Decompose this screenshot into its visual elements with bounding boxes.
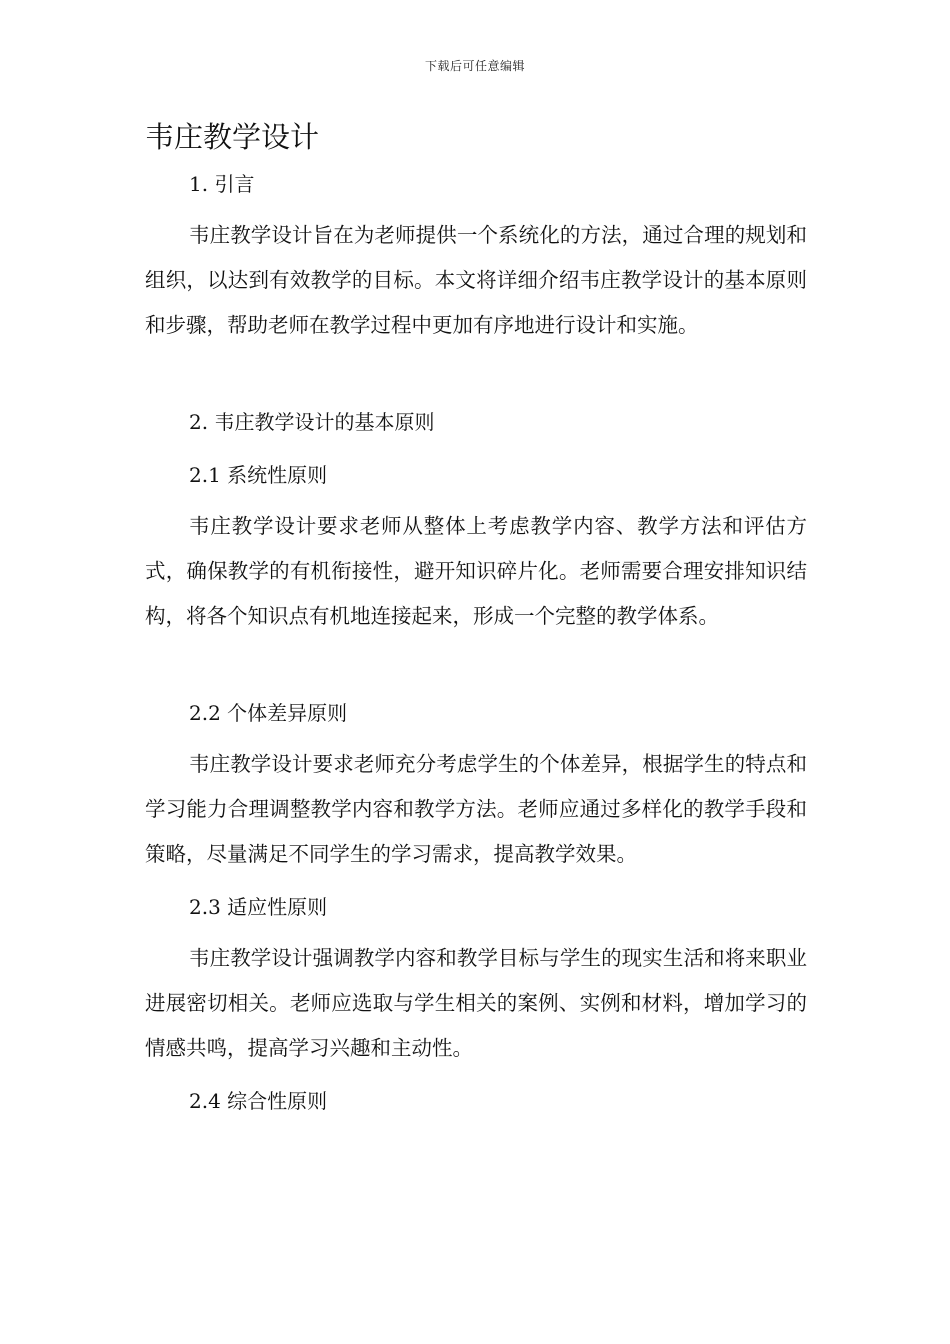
- paragraph-adaptability-principle: 韦庄教学设计强调教学内容和教学目标与学生的现实生活和将来职业进展密切相关。老师应选取与学生相关的案例、实例和材料，增加学习的情感共鸣，提高学习兴趣和主动性。: [145, 946, 807, 1060]
- paragraph-systematic-principle: 韦庄教学设计要求老师从整体上考虑教学内容、教学方法和评估方式，确保教学的有机衔接性，避开知识碎片化。老师需要合理安排知识结构，将各个知识点有机地连接起来，形成一个完整的教学体系。: [145, 514, 807, 628]
- section-heading-individual-difference-principle: 2.2 个体差异原则: [189, 701, 348, 725]
- section-heading-basic-principles: 2. 韦庄教学设计的基本原则: [189, 410, 435, 434]
- document-title: 韦庄教学设计: [145, 120, 320, 154]
- section-heading-comprehensive-principle: 2.4 综合性原则: [189, 1089, 328, 1113]
- header-note: 下载后可任意编辑: [424, 59, 525, 73]
- section-heading-systematic-principle: 2.1 系统性原则: [189, 463, 328, 487]
- paragraph-individual-difference-principle: 韦庄教学设计要求老师充分考虑学生的个体差异，根据学生的特点和学习能力合理调整教学内容和教学方法。老师应通过多样化的教学手段和策略，尽量满足不同学生的学习需求，提高教学效果。: [145, 752, 807, 866]
- section-heading-adaptability-principle: 2.3 适应性原则: [189, 895, 328, 919]
- paragraph-introduction: 韦庄教学设计旨在为老师提供一个系统化的方法，通过合理的规划和组织，以达到有效教学的目标。本文将详细介绍韦庄教学设计的基本原则和步骤，帮助老师在教学过程中更加有序地进行设计和实施。: [145, 223, 807, 337]
- section-heading-introduction: 1. 引言: [189, 172, 255, 196]
